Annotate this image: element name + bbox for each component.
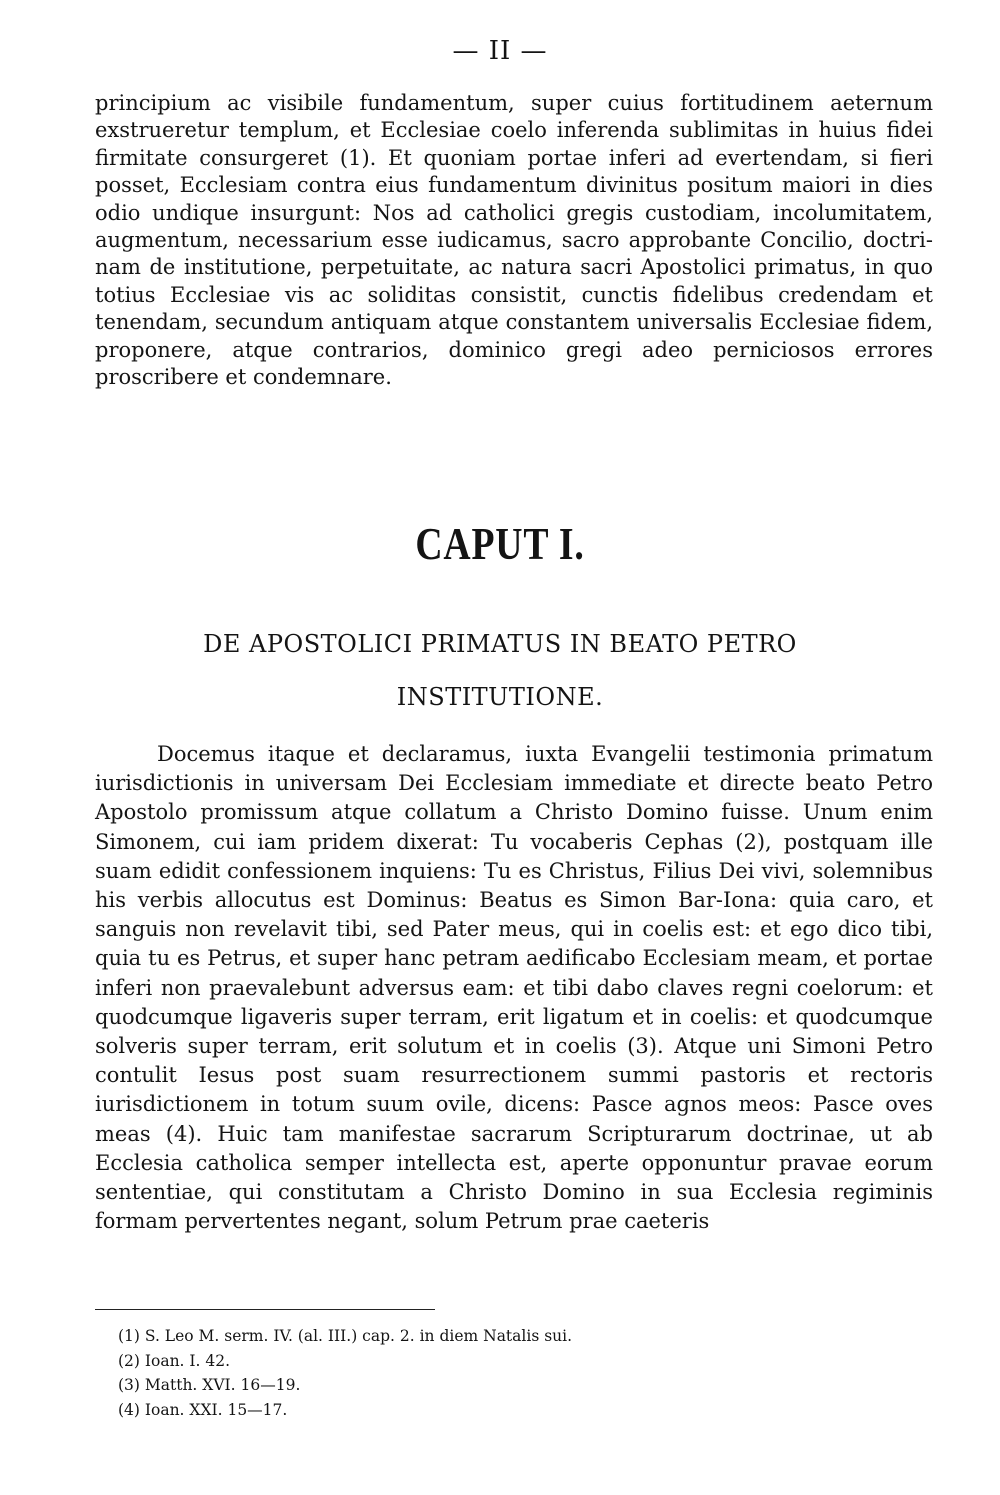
chapter-title: CAPUT I.	[415, 518, 585, 569]
page-header: — II —	[452, 36, 548, 66]
footnote-divider	[95, 1309, 435, 1310]
footnote-1: (1) S. Leo M. serm. IV. (al. III.) cap. 2. in diem Natalis sui.	[118, 1327, 573, 1345]
main-paragraph: Docemus itaque et declaramus, iuxta Evangelii testimonia primatum iurisdictionis in universam Dei Ecclesiam immediate et directe beato Petro Apostolo promissum atque collatum a Christo Domino fuisse. Unum enim Simonem, cui iam pridem dixerat: Tu vocaberis Cephas (2), postquam ille suam edidit confessionem inquiens: Tu es Christus, Filius Dei vivi, solemnibus his verbis allocutus est Dominus: Beatus es Simon Bar-Iona: quia caro, et sanguis non revelavit tibi, sed Pater meus, qui in coelis est: et ego dico tibi, quia tu es Petrus, et super hanc petram aedificabo Ecclesiam meam, et portae inferi non praevalebunt adversus eam: et tibi dabo claves regni coelorum: et quodcumque ligaveris super terram, erit ligatum et in coelis: et quodcumque solveris super terram, erit solutum et in coelis (3). Atque uni Simoni Petro contulit Iesus post suam resurrectionem summi pastoris et rectoris iurisdictionem in totum suum ovile, dicens: Pasce agnos meos: Pasce oves meas (4). Huic tam manifestae sacrarum Scripturarum doctrinae, ut ab Ecclesia catholica semper intellecta est, aperte opponuntur pravae eorum sententiae, qui constitutam a Christo Domino in sua Ecclesia regiminis formam pervertentes negant, solum Petrum prae caeteris	[95, 742, 933, 1234]
footnote-2: (2) Ioan. I. 42.	[118, 1351, 231, 1370]
footnote-4: (4) Ioan. XXI. 15—17.	[118, 1400, 288, 1419]
intro-paragraph: principium ac visibile fundamentum, super cuius fortitudinem aeternum exstrueretur templum, et Ecclesiae coelo inferenda sublimitas in huius fidei firmitate consurgeret (1). Et quoniam portae inferi ad evertendam, si fieri posset, Ecclesiam contra eius fundamentum divinitus positum maiori in dies odio undique insurgunt: Nos ad catholici gregis custodiam, incolumitatem, augmentum, necessarium esse iudicamus, sacro approbante Concilio, doctrinam de institutione, perpetuitate, ac natura sacri Apostolici primatus, in quo totius Ecclesiae vis ac soliditas consistit, cunctis fidelibus credendam et tenendam, secundum antiquam atque constantem universalis Ecclesiae fidem, proponere, atque contrarios, dominico gregi adeo perniciosos errores proscribere et condemnare.	[95, 91, 933, 390]
footnote-3: (3) Matth. XVI. 16—19.	[118, 1376, 301, 1394]
chapter-subtitle: DE APOSTOLICI PRIMATUS IN BEATO PETRO INSTITUTIONE.	[203, 630, 797, 711]
footnotes	[118, 1324, 918, 1422]
